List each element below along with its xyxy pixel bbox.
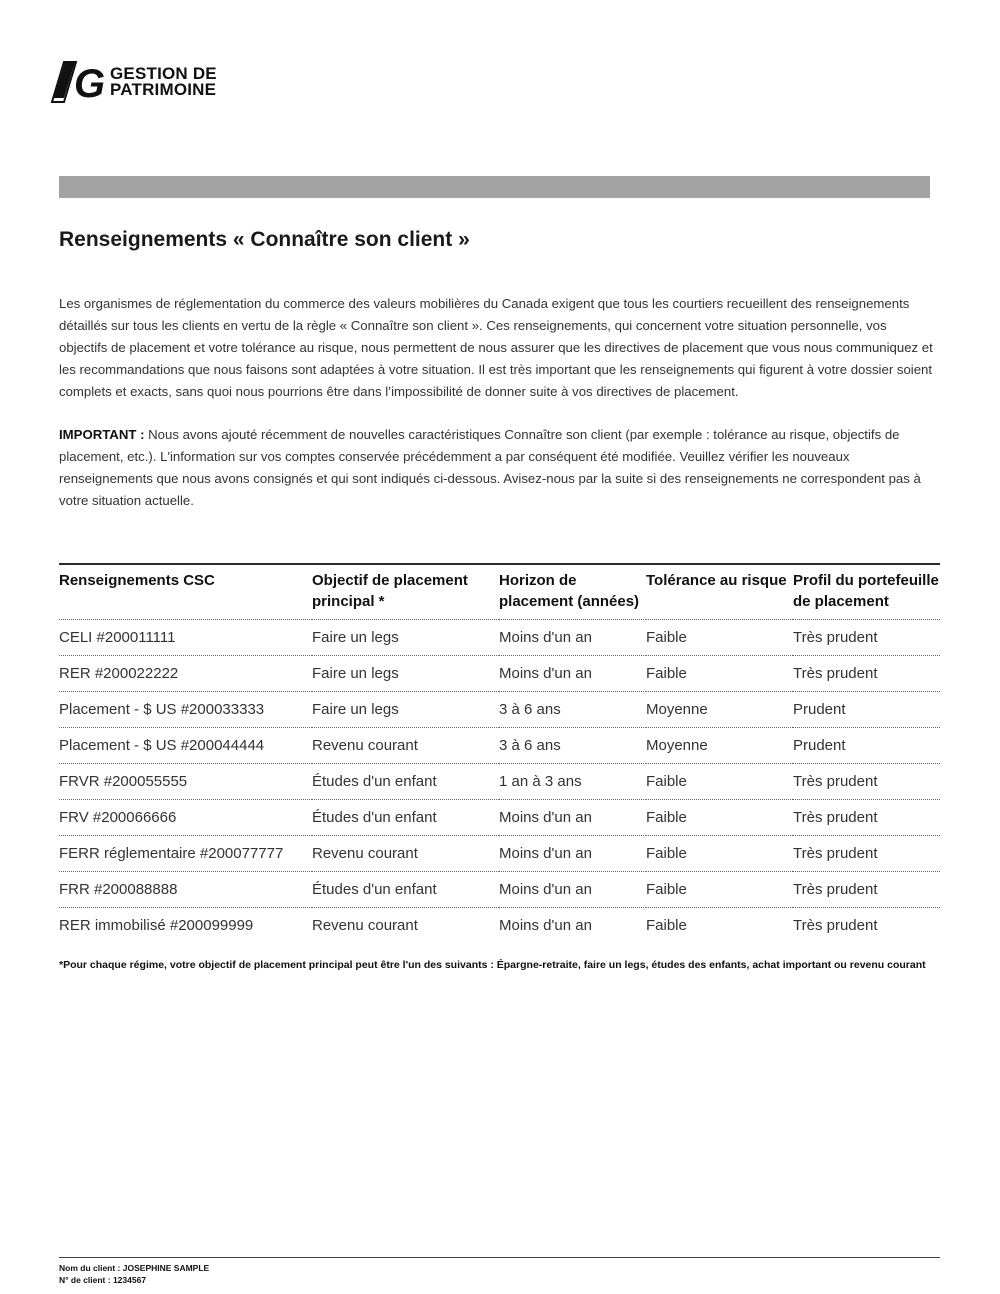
client-number-line (59, 1274, 209, 1286)
table-row (59, 692, 940, 728)
table-row (59, 764, 940, 800)
client-name-line (59, 1262, 209, 1274)
header-csc-info: Renseignements CSC (59, 564, 312, 620)
cell-objective: Revenu courant (312, 917, 418, 934)
cell-horizon: 3 à 6 ans (499, 728, 646, 764)
footer-divider (59, 1257, 940, 1258)
cell-horizon: Moins d'un an (499, 917, 592, 934)
header-horizon: Horizon de placement (années) (499, 564, 646, 620)
cell-profile: Très prudent (793, 800, 940, 836)
cell-account: RER immobilisé #200099999 (59, 917, 254, 934)
important-label: IMPORTANT : (59, 427, 145, 442)
cell-risk: Faible (646, 917, 687, 934)
cell-risk: Moyenne (646, 728, 793, 764)
header-risk-tolerance: Tolérance au risque (646, 564, 793, 620)
cell-objective: Revenu courant (312, 836, 499, 872)
cell-objective: Études d'un enfant (312, 764, 499, 800)
cell-objective: Faire un legs (312, 692, 499, 728)
client-info (59, 1262, 209, 1286)
cell-risk: Faible (646, 764, 793, 800)
cell-profile: Prudent (793, 692, 940, 728)
kyc-table (59, 563, 940, 943)
logo-line-1: GESTION DE (110, 64, 217, 83)
cell-objective: Faire un legs (312, 620, 499, 656)
cell-profile: Très prudent (793, 836, 940, 872)
table-row (59, 620, 940, 656)
header-objective: Objectif de placement principal * (312, 564, 499, 620)
logo-line-2: PATRIMOINE (110, 80, 217, 99)
table-header-row (59, 564, 940, 620)
cell-risk: Moyenne (646, 692, 793, 728)
table-row (59, 728, 940, 764)
cell-risk: Faible (646, 800, 793, 836)
cell-risk: Faible (646, 872, 793, 908)
cell-profile: Très prudent (793, 620, 940, 656)
cell-horizon: Moins d'un an (499, 620, 646, 656)
cell-profile: Très prudent (793, 764, 940, 800)
cell-account: Placement - $ US #200033333 (59, 692, 312, 728)
table-row (59, 800, 940, 836)
cell-account: FRVR #200055555 (59, 764, 312, 800)
important-paragraph (59, 424, 934, 512)
cell-account: RER #200022222 (59, 656, 312, 692)
ig-logo-mark (50, 60, 106, 104)
logo-wordmark (110, 66, 217, 98)
client-name: JOSEPHINE SAMPLE (122, 1263, 210, 1273)
cell-account: FERR réglementaire #200077777 (59, 836, 312, 872)
client-number: 1234567 (112, 1275, 147, 1285)
cell-objective: Études d'un enfant (312, 872, 499, 908)
cell-objective: Études d'un enfant (312, 800, 499, 836)
svg-text:G: G (74, 62, 106, 104)
header-band (59, 176, 930, 198)
objective-footnote: *Pour chaque régime, votre objectif de placement principal peut être l'un des suivants : Épargne-retraite, faire un legs, études des enfants, achat important ou revenu courant (59, 959, 926, 971)
table-row (59, 656, 940, 692)
intro-paragraph: Les organismes de réglementation du commerce des valeurs mobilières du Canada exigent que tous les courtiers recueillent des renseignements détaillés sur tous les clients en vertu de la règle « Connaître son client ». Ces renseignements, qui concernent votre situation personnelle, vos objectifs de placement et votre tolérance au risque, nous permettent de nous assurer que les directives de placement que vous nous communiquez et les recommandations que nous faisons sont adaptées à votre situation. Il est très important que les renseignements qui figurent à votre dossier soient complets et exacts, sans quoi nous pourrions être dans l’impossibilité de donner suite à vos directives de placement. (59, 296, 933, 399)
cell-horizon: Moins d'un an (499, 872, 646, 908)
cell-objective: Faire un legs (312, 656, 499, 692)
important-text: Nous avons ajouté récemment de nouvelles caractéristiques Connaître son client (par exemple : tolérance au risque, objectifs de placement, etc.). L'information sur vos comptes conservée précédemment a par conséquent été modifiée. Veuillez vérifier les nouveaux renseignements que nous avons consignés et qui sont indiqués ci-dessous. Avisez-nous par la suite si des renseignements ne correspondent pas à votre situation actuelle. (59, 427, 921, 508)
ig-logo (50, 60, 217, 104)
client-name-label: Nom du client : (59, 1263, 121, 1273)
cell-profile: Très prudent (793, 872, 940, 908)
cell-account: Placement - $ US #200044444 (59, 728, 312, 764)
cell-account: CELI #200011111 (59, 620, 312, 656)
cell-horizon: Moins d'un an (499, 800, 646, 836)
cell-risk: Faible (646, 620, 793, 656)
cell-risk: Faible (646, 656, 793, 692)
header-portfolio-profile: Profil du portefeuille de placement (793, 564, 940, 620)
table-row (59, 836, 940, 872)
cell-horizon: 3 à 6 ans (499, 692, 646, 728)
cell-objective: Revenu courant (312, 728, 499, 764)
cell-account: FRR #200088888 (59, 872, 312, 908)
page-title: Renseignements « Connaître son client » (59, 228, 470, 251)
cell-horizon: Moins d'un an (499, 836, 646, 872)
cell-profile: Prudent (793, 728, 940, 764)
table-row (59, 872, 940, 908)
cell-profile: Très prudent (793, 917, 878, 934)
cell-risk: Faible (646, 836, 793, 872)
cell-horizon: 1 an à 3 ans (499, 764, 646, 800)
client-number-label: N° de client : (59, 1275, 111, 1285)
cell-profile: Très prudent (793, 656, 940, 692)
table-row (59, 908, 940, 944)
cell-horizon: Moins d'un an (499, 656, 646, 692)
cell-account: FRV #200066666 (59, 800, 312, 836)
